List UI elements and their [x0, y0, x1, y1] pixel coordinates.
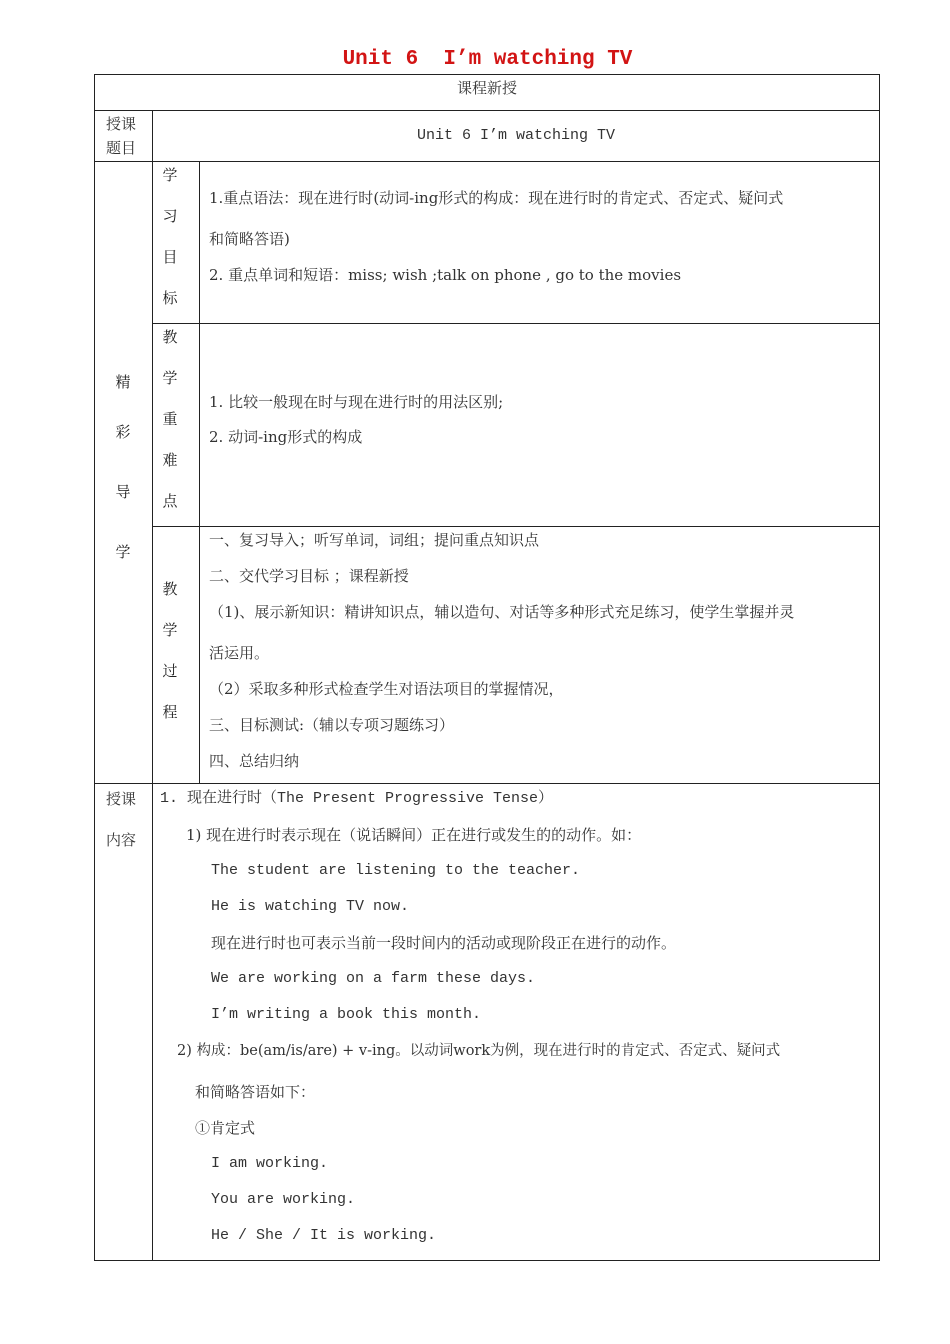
content-line-10: ①肯定式	[195, 1119, 256, 1137]
header-text: 课程新授	[456, 79, 517, 97]
content-line-13: He / She / It is working.	[211, 1227, 437, 1244]
process-content-cell	[199, 526, 880, 784]
difficulties-char-2: 学	[162, 369, 178, 387]
content-line-8: 2) 构成：be(am/is/are) + v-ing。以动词work为例，现在进行时的肯定式、否定式、疑问式	[177, 1043, 781, 1059]
content-line-12: You are working.	[211, 1191, 356, 1208]
difficulties-char-3: 重	[162, 410, 178, 428]
objectives-char-1: 学	[162, 166, 178, 184]
objectives-content-cell	[199, 161, 880, 324]
process-line5: （2）采取多种形式检查学生对语法项目的掌握情况，	[209, 680, 564, 698]
content-label-line1: 授课	[106, 790, 137, 808]
content-line-3: The student are listening to the teacher.	[211, 862, 581, 879]
topic-value: Unit 6 I’m watching TV	[416, 127, 616, 144]
process-line4: 活运用。	[209, 644, 270, 662]
process-char-3: 过	[162, 662, 178, 680]
difficulties-line2: 2. 动词-ing形式的构成	[209, 428, 363, 446]
content-line-5: 现在进行时也可表示当前一段时间内的活动或现阶段正在进行的动作。	[211, 934, 677, 952]
process-char-4: 程	[162, 703, 178, 721]
objectives-line3: 2. 重点单词和短语：miss; wish ;talk on phone , go to the movies	[209, 266, 682, 284]
guide-char-4: 学	[115, 543, 131, 561]
guide-label	[111, 372, 135, 562]
process-line3: （1)、展示新知识：精讲知识点，辅以造句、对话等多种形式充足练习，使学生掌握并灵	[209, 603, 795, 621]
content-label-line2: 内容	[106, 831, 137, 849]
difficulties-label	[158, 327, 182, 511]
process-line2: 二、交代学习目标 ；课程新授	[209, 567, 409, 585]
objectives-char-2: 习	[162, 207, 178, 225]
process-line1: 一、复习导入；听写单词，词组；提问重点知识点	[209, 531, 540, 549]
process-line6: 三、目标测试:（辅以专项习题练习）	[209, 716, 455, 734]
content-label-cell	[94, 783, 153, 1261]
content-line-6: We are working on a farm these days.	[211, 970, 536, 987]
process-line7: 四、总结归纳	[209, 752, 300, 770]
process-label	[158, 579, 182, 722]
content-line-7: I’m writing a book this month.	[211, 1006, 482, 1023]
difficulties-content-cell	[199, 323, 880, 527]
difficulties-char-1: 教	[162, 328, 178, 346]
objectives-label	[158, 165, 182, 308]
objectives-char-4: 标	[162, 289, 178, 307]
objectives-line1: 1.重点语法：现在进行时(动词-ing形式的构成：现在进行时的肯定式、否定式、疑问式	[209, 189, 784, 207]
difficulties-char-4: 难	[162, 451, 178, 469]
topic-label-line2: 题目	[106, 139, 137, 157]
content-line-2: 1) 现在进行时表示现在（说话瞬间）正在进行或发生的的动作。如：	[186, 826, 642, 844]
guide-char-1: 精	[115, 373, 131, 391]
difficulties-char-5: 点	[162, 492, 178, 510]
topic-label-line1: 授课	[106, 115, 137, 133]
content-line-4: He is watching TV now.	[211, 898, 410, 915]
guide-char-3: 导	[115, 483, 131, 501]
guide-char-2: 彩	[115, 423, 131, 441]
content-line-1: 1. 现在进行时（The Present Progressive Tense）	[160, 790, 554, 807]
document-title: Unit 6 I’m watching TV	[342, 48, 633, 71]
content-line-11: I am working.	[211, 1155, 329, 1172]
objectives-char-3: 目	[162, 248, 178, 266]
objectives-line2: 和简略答语)	[209, 230, 290, 248]
process-char-2: 学	[162, 621, 178, 639]
difficulties-line1: 1. 比较一般现在时与现在进行时的用法区别;	[209, 393, 504, 411]
process-char-1: 教	[162, 580, 178, 598]
content-line-9: 和简略答语如下：	[195, 1083, 316, 1101]
